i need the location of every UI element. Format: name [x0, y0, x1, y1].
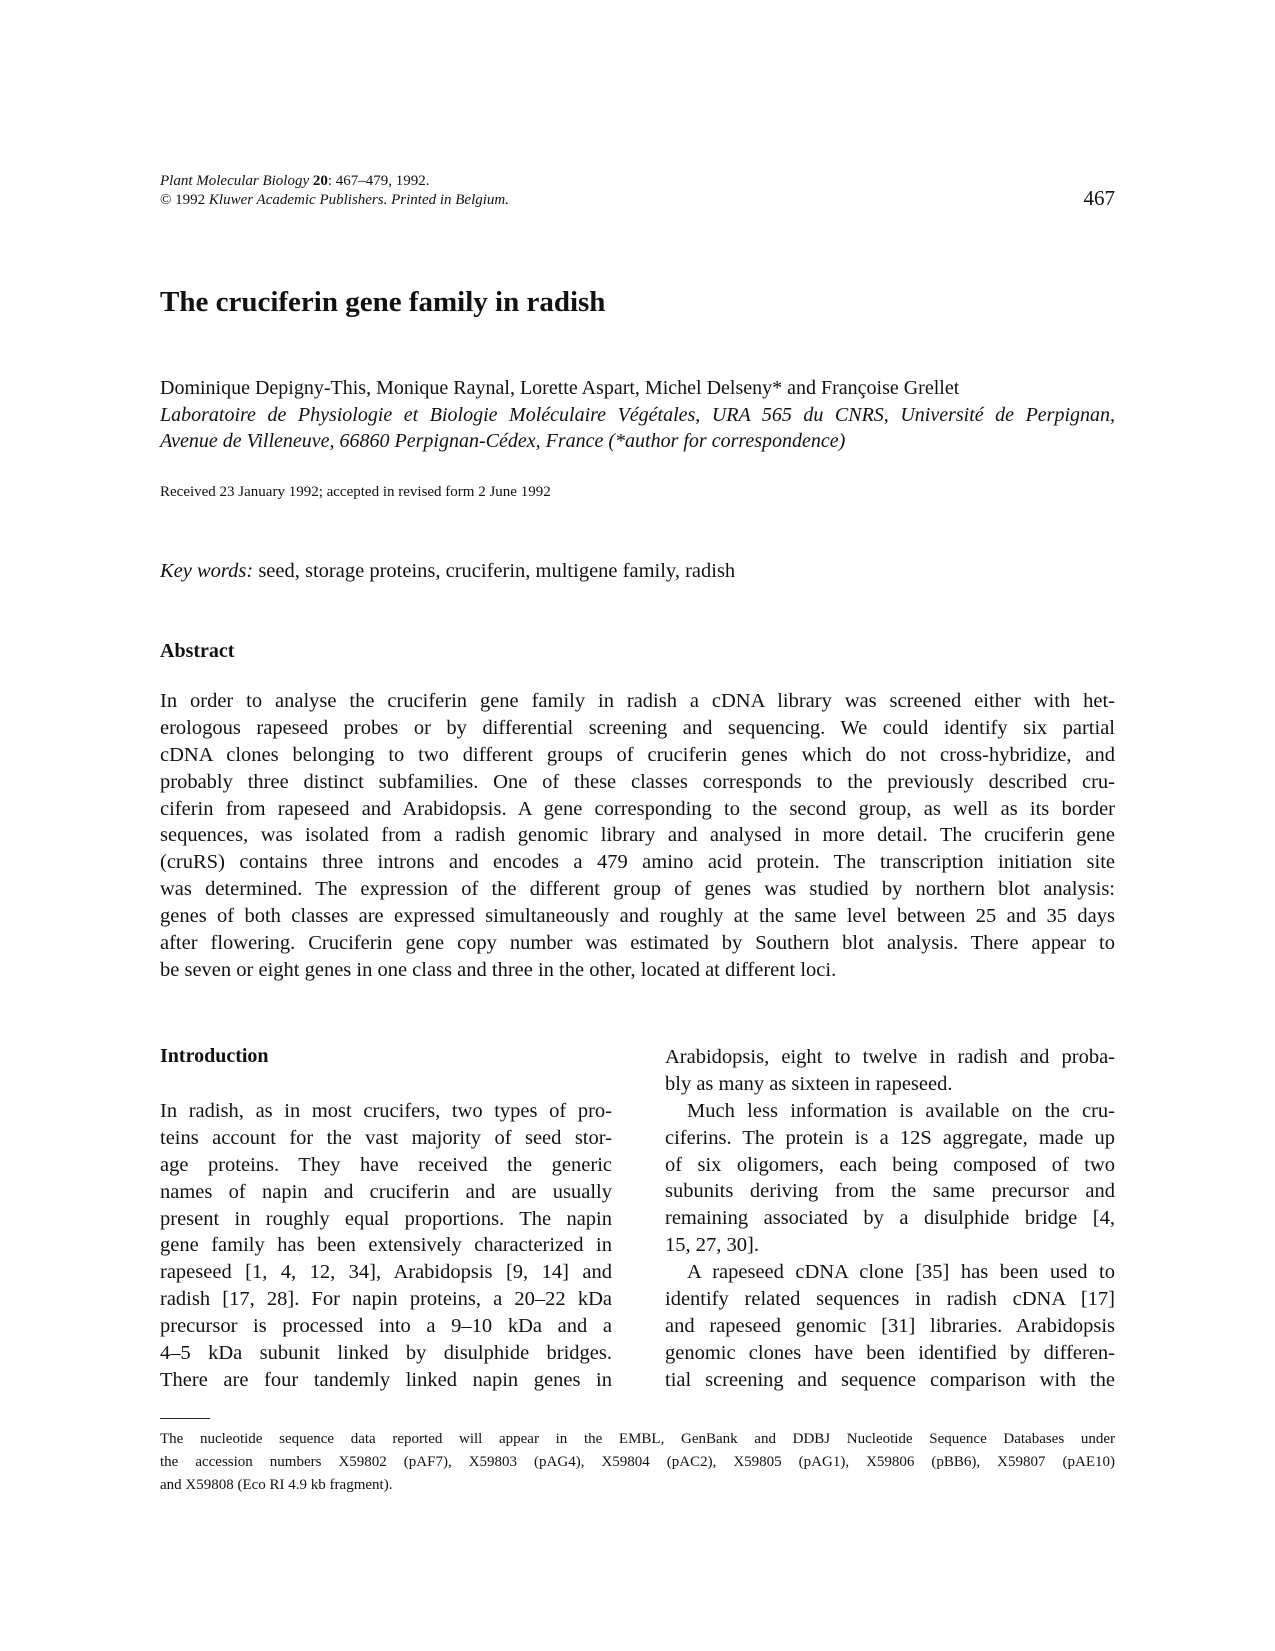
- keywords: [160, 560, 735, 583]
- page-number: 467: [1083, 186, 1115, 210]
- abstract-heading: Abstract: [160, 640, 235, 662]
- text-line: radish [17, 28]. For napin proteins, a 20–22 kDa: [160, 1288, 612, 1311]
- received-date: Received 23 January 1992; accepted in revised form 2 June 1992: [160, 484, 551, 500]
- journal-pages: : 467–479, 1992.: [327, 173, 430, 189]
- text-line: 15, 27, 30].: [665, 1234, 759, 1257]
- text-line: In order to analyse the cruciferin gene family in radish a cDNA library was screened either with het-: [160, 690, 1115, 712]
- abstract-body: [160, 688, 1115, 984]
- text-line: (cruRS) contains three introns and encodes a 479 amino acid protein. The transcription initiation site: [160, 851, 1115, 874]
- copyright-symbol: ©: [160, 192, 172, 208]
- text-line: Arabidopsis, eight to twelve in radish and proba-: [665, 1046, 1115, 1068]
- journal-citation: [160, 172, 430, 191]
- text-line: bly as many as sixteen in rapeseed.: [665, 1072, 953, 1095]
- affiliation: [160, 402, 1115, 454]
- text-line: genomic clones have been identified by differen-: [665, 1341, 1115, 1364]
- keywords-label: Key words:: [160, 560, 254, 582]
- text-line: gene family has been extensively characterized in: [160, 1234, 612, 1257]
- copyright-year: 1992: [175, 192, 206, 208]
- text-line: sequences, was isolated from a radish genomic library and analysed in more detail. The cruciferin gene: [160, 824, 1115, 847]
- text-line: after flowering. Cruciferin gene copy number was estimated by Southern blot analysis. There appear to: [160, 932, 1115, 955]
- text-line: In radish, as in most crucifers, two types of pro-: [160, 1100, 612, 1122]
- text-line: cDNA clones belonging to two different groups of cruciferin genes which do not cross-hybridize, and: [160, 743, 1115, 766]
- publisher: Kluwer Academic Publishers. Printed in Belgium.: [208, 192, 510, 208]
- introduction-heading: Introduction: [160, 1045, 269, 1067]
- text-line: of six oligomers, each being composed of two: [665, 1153, 1115, 1176]
- text-line: The nucleotide sequence data reported will appear in the EMBL, GenBank and DDBJ Nucleotide Sequence Databases under: [160, 1431, 1115, 1447]
- text-line: ciferin from rapeseed and Arabidopsis. A gene corresponding to the second group, as well as its border: [160, 797, 1115, 820]
- text-line: and rapeseed genomic [31] libraries. Arabidopsis: [665, 1314, 1115, 1337]
- text-line: names of napin and cruciferin and are usually: [160, 1180, 612, 1203]
- introduction-left-column: [160, 1098, 612, 1394]
- journal-name: Plant Molecular Biology: [160, 173, 310, 189]
- text-line: There are four tandemly linked napin genes in: [160, 1368, 612, 1391]
- footnote-rule: [160, 1418, 210, 1419]
- text-line: remaining associated by a disulphide bridge [4,: [665, 1207, 1115, 1230]
- text-line: present in roughly equal proportions. The napin: [160, 1207, 612, 1230]
- text-line: Much less information is available on the cru-: [687, 1099, 1115, 1122]
- paper-title: The cruciferin gene family in radish: [160, 286, 606, 318]
- affiliation-line: Laboratoire de Physiologie et Biologie Moléculaire Végétales, URA 565 du CNRS, Université de Perpignan,: [160, 404, 1115, 426]
- text-line: and X59808 (Eco RI 4.9 kb fragment).: [160, 1477, 393, 1493]
- text-line: A rapeseed cDNA clone [35] has been used to: [687, 1261, 1115, 1284]
- affiliation-line: Avenue de Villeneuve, 66860 Perpignan-Cédex, France (*author for correspondence): [160, 430, 846, 452]
- text-line: age proteins. They have received the generic: [160, 1153, 612, 1176]
- text-line: genes of both classes are expressed simultaneously and roughly at the same level between 25 and 35 days: [160, 905, 1115, 928]
- copyright-line: [160, 191, 509, 210]
- text-line: 4–5 kDa subunit linked by disulphide bridges.: [160, 1342, 612, 1365]
- journal-volume: 20: [312, 173, 328, 189]
- introduction-right-column: [665, 1044, 1115, 1394]
- text-line: teins account for the vast majority of seed stor-: [160, 1126, 612, 1149]
- text-line: was determined. The expression of the different group of genes was studied by northern blot analysis:: [160, 878, 1115, 901]
- text-line: subunits deriving from the same precursor and: [665, 1180, 1115, 1203]
- authors: Dominique Depigny-This, Monique Raynal, Lorette Aspart, Michel Delseny* and Françoise Grellet: [160, 377, 960, 399]
- text-line: erologous rapeseed probes or by differential screening and sequencing. We could identify six partial: [160, 716, 1115, 739]
- footnote: [160, 1428, 1115, 1497]
- text-line: the accession numbers X59802 (pAF7), X59803 (pAG4), X59804 (pAC2), X59805 (pAG1), X59806 (pBB6), X59807 (pAE10): [160, 1454, 1115, 1470]
- text-line: be seven or eight genes in one class and three in the other, located at different loci.: [160, 958, 837, 981]
- text-line: rapeseed [1, 4, 12, 34], Arabidopsis [9, 14] and: [160, 1261, 612, 1284]
- text-line: ciferins. The protein is a 12S aggregate, made up: [665, 1126, 1115, 1149]
- text-line: tial screening and sequence comparison with the: [665, 1368, 1115, 1391]
- text-line: identify related sequences in radish cDNA [17]: [665, 1288, 1115, 1311]
- keywords-text: seed, storage proteins, cruciferin, multigene family, radish: [253, 560, 736, 582]
- text-line: probably three distinct subfamilies. One of these classes corresponds to the previously described cru-: [160, 770, 1115, 793]
- text-line: precursor is processed into a 9–10 kDa and a: [160, 1315, 612, 1338]
